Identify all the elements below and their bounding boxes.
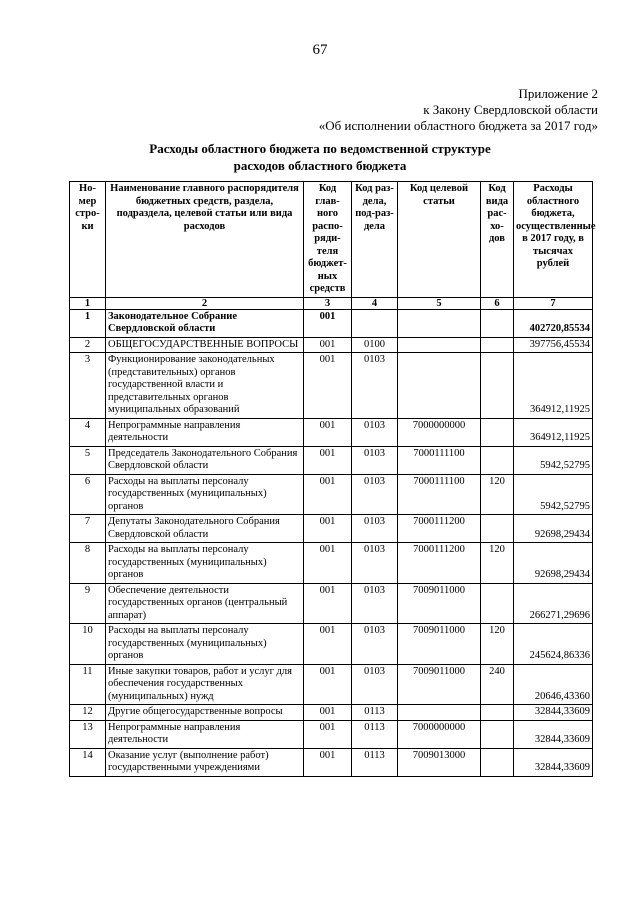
row-section-code: 0113 xyxy=(352,705,398,721)
row-name: ОБЩЕГОСУДАРСТВЕННЫЕ ВОПРОСЫ xyxy=(106,337,304,353)
table-row xyxy=(70,353,593,419)
header-name: Наименование главного распорядителя бюджетных средств, раздела, подраздела, целевой статьи или вида расходов xyxy=(106,182,304,298)
row-section-code: 0103 xyxy=(352,353,398,419)
row-grbs-code: 001 xyxy=(304,543,352,584)
row-name: Непрограммные направления деятельности xyxy=(106,720,304,748)
row-number: 7 xyxy=(70,515,106,543)
row-grbs-code: 001 xyxy=(304,474,352,515)
appendix-line-3: «Об исполнении областного бюджета за 2017 год» xyxy=(318,118,598,133)
row-amount: 32844,33609 xyxy=(514,748,593,776)
table-row xyxy=(70,624,593,665)
row-target-code: 7009011000 xyxy=(398,664,481,705)
row-expense-type-code: 120 xyxy=(481,543,514,584)
row-name: Другие общегосударственные вопросы xyxy=(106,705,304,721)
row-target-code xyxy=(398,705,481,721)
row-expense-type-code xyxy=(481,446,514,474)
row-expense-type-code xyxy=(481,705,514,721)
column-number: 1 xyxy=(70,297,106,309)
header-grbs-code: Код глав-ного распо-ряди-теля бюджет-ных средств xyxy=(304,182,352,298)
row-name: Функционирование законодательных (представительных) органов государственной власти и представительных органов муниципальных образований xyxy=(106,353,304,419)
row-grbs-code: 001 xyxy=(304,337,352,353)
table-header-row xyxy=(70,182,593,298)
row-section-code: 0103 xyxy=(352,543,398,584)
header-row-number: Но-мер стро-ки xyxy=(70,182,106,298)
row-target-code: 7000000000 xyxy=(398,720,481,748)
row-amount: 92698,29434 xyxy=(514,515,593,543)
header-target-code: Код целевой статьи xyxy=(398,182,481,298)
row-section-code: 0103 xyxy=(352,515,398,543)
row-number: 11 xyxy=(70,664,106,705)
row-target-code: 7000111100 xyxy=(398,474,481,515)
row-target-code: 7009011000 xyxy=(398,583,481,624)
row-number: 9 xyxy=(70,583,106,624)
row-section-code: 0100 xyxy=(352,337,398,353)
title-line-2: расходов областного бюджета xyxy=(233,158,407,173)
row-name: Расходы на выплаты персоналу государственных (муниципальных) органов xyxy=(106,624,304,665)
row-target-code: 7000111200 xyxy=(398,515,481,543)
row-grbs-code: 001 xyxy=(304,583,352,624)
row-expense-type-code: 120 xyxy=(481,624,514,665)
row-section-code: 0103 xyxy=(352,583,398,624)
row-grbs-code: 001 xyxy=(304,353,352,419)
row-name: Председатель Законодательного Собрания Свердловской области xyxy=(106,446,304,474)
row-amount: 266271,29696 xyxy=(514,583,593,624)
document-title xyxy=(0,140,640,174)
row-name: Непрограммные направления деятельности xyxy=(106,418,304,446)
row-name: Расходы на выплаты персоналу государственных (муниципальных) органов xyxy=(106,474,304,515)
row-number: 3 xyxy=(70,353,106,419)
row-section-code: 0103 xyxy=(352,446,398,474)
row-grbs-code: 001 xyxy=(304,624,352,665)
row-expense-type-code xyxy=(481,353,514,419)
row-amount: 397756,45534 xyxy=(514,337,593,353)
row-amount: 92698,29434 xyxy=(514,543,593,584)
row-amount: 364912,11925 xyxy=(514,418,593,446)
row-target-code xyxy=(398,353,481,419)
appendix-note xyxy=(319,86,598,134)
table-row xyxy=(70,583,593,624)
page-number: 67 xyxy=(312,42,328,58)
row-expense-type-code xyxy=(481,515,514,543)
row-name: Расходы на выплаты персоналу государственных (муниципальных) органов xyxy=(106,543,304,584)
row-target-code: 7009011000 xyxy=(398,624,481,665)
table-row xyxy=(70,664,593,705)
table-row xyxy=(70,515,593,543)
row-number: 8 xyxy=(70,543,106,584)
row-amount: 364912,11925 xyxy=(514,353,593,419)
row-name: Законодательное Собрание Свердловской области xyxy=(106,309,304,337)
table-row xyxy=(70,720,593,748)
row-target-code: 7000000000 xyxy=(398,418,481,446)
table-row xyxy=(70,309,593,337)
column-number: 5 xyxy=(398,297,481,309)
row-expense-type-code: 240 xyxy=(481,664,514,705)
row-grbs-code: 001 xyxy=(304,515,352,543)
row-section-code: 0103 xyxy=(352,418,398,446)
row-amount: 5942,52795 xyxy=(514,446,593,474)
row-amount: 20646,43360 xyxy=(514,664,593,705)
row-expense-type-code xyxy=(481,720,514,748)
row-name: Оказание услуг (выполнение работ) государственными учреждениями xyxy=(106,748,304,776)
row-grbs-code: 001 xyxy=(304,309,352,337)
row-number: 12 xyxy=(70,705,106,721)
row-amount: 245624,86336 xyxy=(514,624,593,665)
row-amount: 5942,52795 xyxy=(514,474,593,515)
row-expense-type-code xyxy=(481,337,514,353)
column-number: 6 xyxy=(481,297,514,309)
row-name: Иные закупки товаров, работ и услуг для обеспечения государственных (муниципальных) нужд xyxy=(106,664,304,705)
row-number: 4 xyxy=(70,418,106,446)
row-number: 13 xyxy=(70,720,106,748)
column-number: 3 xyxy=(304,297,352,309)
column-number: 7 xyxy=(514,297,593,309)
row-expense-type-code xyxy=(481,309,514,337)
row-section-code: 0103 xyxy=(352,474,398,515)
table-row xyxy=(70,418,593,446)
column-number: 4 xyxy=(352,297,398,309)
row-grbs-code: 001 xyxy=(304,705,352,721)
row-target-code: 7000111200 xyxy=(398,543,481,584)
row-expense-type-code: 120 xyxy=(481,474,514,515)
row-number: 1 xyxy=(70,309,106,337)
row-number: 5 xyxy=(70,446,106,474)
row-section-code xyxy=(352,309,398,337)
row-amount: 32844,33609 xyxy=(514,705,593,721)
row-amount: 402720,85534 xyxy=(514,309,593,337)
row-target-code: 7009013000 xyxy=(398,748,481,776)
budget-table xyxy=(69,181,596,777)
row-section-code: 0103 xyxy=(352,664,398,705)
table-row xyxy=(70,705,593,721)
row-name: Депутаты Законодательного Собрания Свердловской области xyxy=(106,515,304,543)
row-expense-type-code xyxy=(481,748,514,776)
row-section-code: 0103 xyxy=(352,624,398,665)
row-section-code: 0113 xyxy=(352,748,398,776)
column-numbers-row xyxy=(70,297,593,309)
row-grbs-code: 001 xyxy=(304,664,352,705)
title-line-1: Расходы областного бюджета по ведомственной структуре xyxy=(149,141,491,156)
row-number: 14 xyxy=(70,748,106,776)
row-number: 10 xyxy=(70,624,106,665)
row-name: Обеспечение деятельности государственных органов (центральный аппарат) xyxy=(106,583,304,624)
table-row xyxy=(70,543,593,584)
row-amount: 32844,33609 xyxy=(514,720,593,748)
table-row xyxy=(70,474,593,515)
row-target-code xyxy=(398,337,481,353)
table-body xyxy=(70,309,593,776)
row-expense-type-code xyxy=(481,583,514,624)
row-section-code: 0113 xyxy=(352,720,398,748)
column-number: 2 xyxy=(106,297,304,309)
table-row xyxy=(70,748,593,776)
row-expense-type-code xyxy=(481,418,514,446)
row-grbs-code: 001 xyxy=(304,418,352,446)
row-number: 2 xyxy=(70,337,106,353)
table-row xyxy=(70,446,593,474)
appendix-line-2: к Закону Свердловской области xyxy=(423,102,598,117)
row-number: 6 xyxy=(70,474,106,515)
row-grbs-code: 001 xyxy=(304,720,352,748)
row-target-code: 7000111100 xyxy=(398,446,481,474)
appendix-line-1: Приложение 2 xyxy=(518,86,598,101)
header-section-code: Код раз-дела, под-раз-дела xyxy=(352,182,398,298)
table-row xyxy=(70,337,593,353)
row-grbs-code: 001 xyxy=(304,748,352,776)
row-target-code xyxy=(398,309,481,337)
header-amount: Расходы областного бюджета, осуществленные в 2017 году, в тысячах рублей xyxy=(514,182,593,298)
header-expense-type-code: Код вида рас-хо-дов xyxy=(481,182,514,298)
row-grbs-code: 001 xyxy=(304,446,352,474)
